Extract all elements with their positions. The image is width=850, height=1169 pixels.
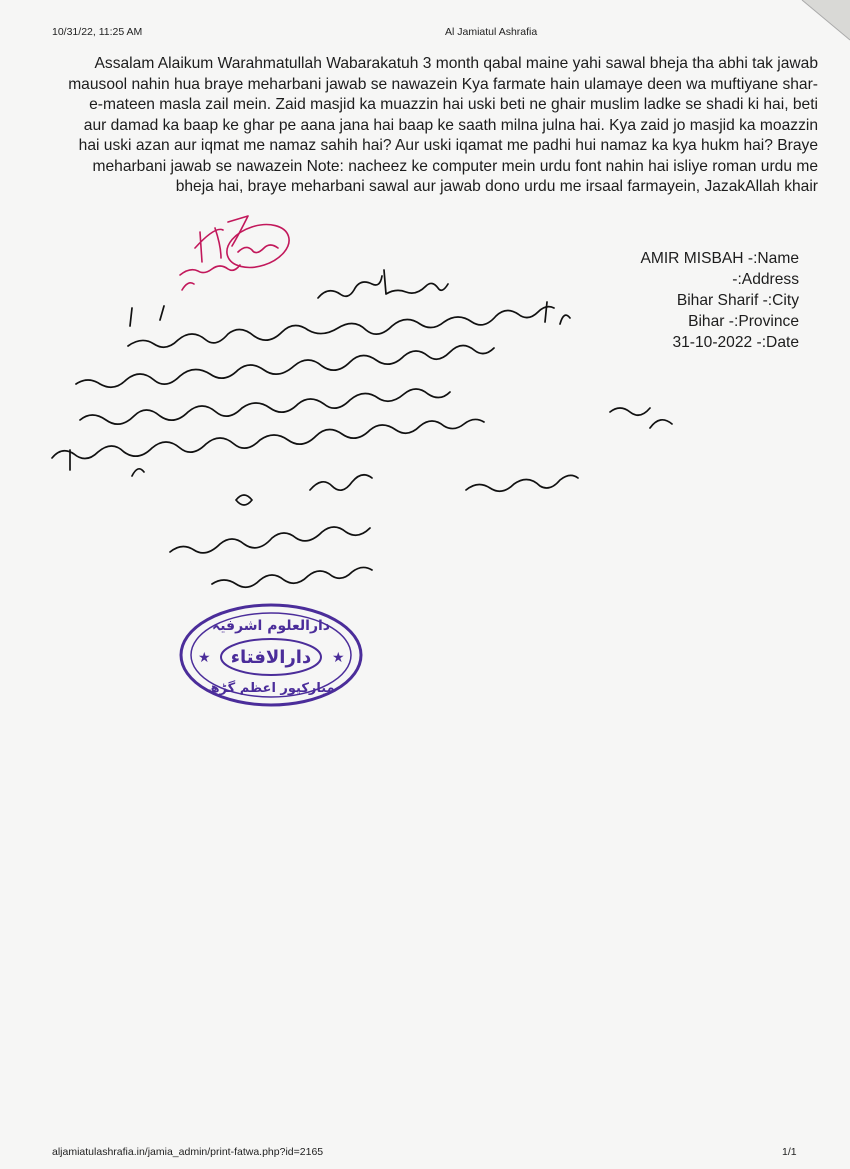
detail-name: AMIR MISBAH -:Name bbox=[640, 250, 799, 267]
page-url: aljamiatulashrafia.in/jamia_admin/print-fatwa.php?id=2165 bbox=[52, 1146, 324, 1158]
detail-province: Bihar -:Province bbox=[688, 313, 799, 330]
question-text: Assalam Alaikum Warahmatullah Wabarakatuh 3 month qabal maine yahi sawal bheja tha abhi tak jawab mausool nahin hua braye meharbani jawab se nawazein Kya farmate hain ulamaye deen wa muftiyane shar-e-mateen masla zail mein. Zaid masjid ka muazzin hai uski beti ne ghair muslim ladke se shadi ki hai, beti aur damad ka baap ke ghar pe aana jana hai baap ke saath milna julna hai. Kya zaid jo masjid ka moazzin hai uski azan aur iqmat me namaz sahih hai? Aur uski iqamat me padhi hui namaz ka kya hukm hai? Braye meharbani jawab se nawazein Note: nacheez ke computer mein urdu font nahin hai isliye roman urdu me bheja hai, braye meharbani sawal aur jawab dono urdu me irsaal farmayein, JazakAllah khair bbox=[68, 55, 818, 195]
detail-date: 31-10-2022 -:Date bbox=[672, 334, 799, 351]
page-number: 1/1 bbox=[782, 1146, 797, 1158]
detail-city: Bihar Sharif -:City bbox=[676, 292, 799, 309]
stamp-center-text: دارالافتاء bbox=[230, 647, 312, 668]
stamp-star-left: ★ bbox=[198, 650, 211, 666]
site-title: Al Jamiatul Ashrafia bbox=[445, 26, 538, 38]
darul-ifta-stamp bbox=[176, 600, 366, 710]
stamp-top-text: دارالعلوم اشرفیہ bbox=[212, 618, 330, 634]
stamp-star-right: ★ bbox=[332, 650, 345, 666]
detail-address: -:Address bbox=[732, 271, 799, 288]
print-timestamp: 10/31/22, 11:25 AM bbox=[52, 26, 143, 38]
red-annotation bbox=[180, 216, 295, 290]
stamp-bottom-text: مبارکپور اعظم گڑھ bbox=[207, 681, 335, 696]
